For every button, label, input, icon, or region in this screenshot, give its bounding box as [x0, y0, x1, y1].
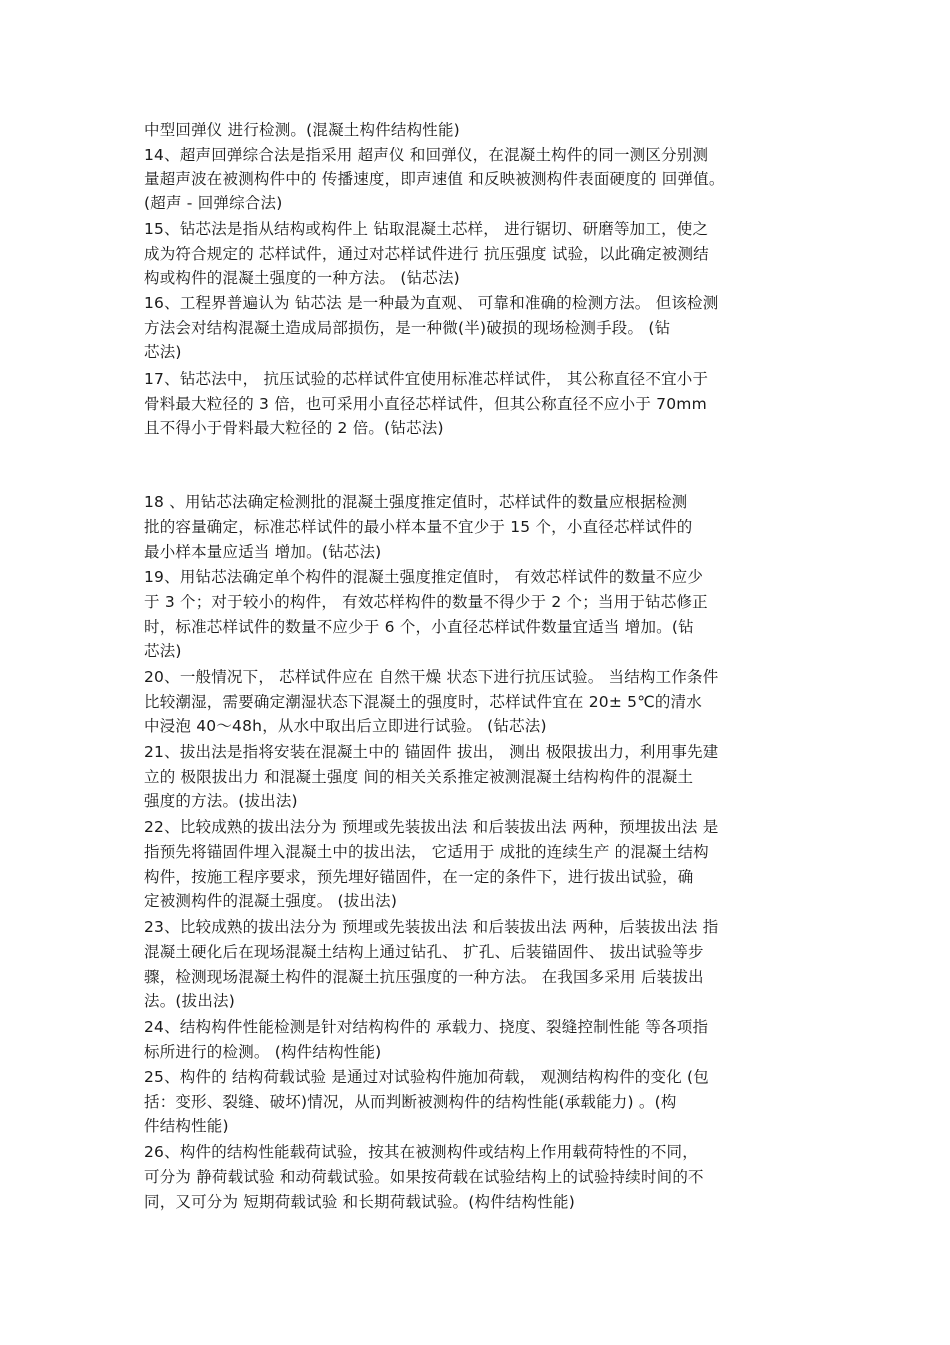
text-line: 同，又可分为 短期荷载试验 和长期荷载试验。(构件结构性能)	[144, 1193, 575, 1211]
text-line: 20、一般情况下， 芯样试件应在 自然干燥 状态下进行抗压试验。 当结构工作条件	[144, 668, 719, 686]
text-line: 26、构件的结构性能载荷试验，按其在被测构件或结构上作用载荷特性的不同，	[144, 1143, 698, 1161]
text-line: 法。(拔出法)	[144, 992, 235, 1010]
text-line: 骤，检测现场混凝土构件的混凝土抗压强度的一种方法。 在我国多采用 后装拔出	[144, 968, 704, 986]
text-line: 骨料最大粒径的 3 倍，也可采用小直径芯样试件，但其公称直径不应小于 70mm	[144, 395, 707, 413]
text-line: 中浸泡 40～48h，从水中取出后立即进行试验。 (钻芯法)	[144, 717, 547, 735]
text-line: 21、拔出法是指将安装在混凝土中的 锚固件 拔出， 测出 极限拔出力，利用事先建	[144, 743, 719, 761]
text-line: 25、构件的 结构荷载试验 是通过对试验构件施加荷载， 观测结构构件的变化 (包	[144, 1068, 709, 1086]
text-line: 可分为 静荷载试验 和动荷载试验。如果按荷载在试验结构上的试验持续时间的不	[144, 1168, 704, 1186]
text-line: (超声 - 回弹综合法)	[144, 194, 283, 212]
text-line: 强度的方法。(拔出法)	[144, 792, 298, 810]
text-line: 于 3 个；对于较小的构件， 有效芯样构件的数量不得少于 2 个；当用于钻芯修正	[144, 593, 708, 611]
text-line: 16、工程界普遍认为 钻芯法 是一种最为直观、 可靠和准确的检测方法。 但该检测	[144, 294, 719, 312]
text-line: 构或构件的混凝土强度的一种方法。 (钻芯法)	[144, 269, 460, 287]
text-line: 18 、用钻芯法确定检测批的混凝土强度推定值时，芯样试件的数量应根据检测	[144, 493, 688, 511]
text-line: 定被测构件的混凝土强度。 (拔出法)	[144, 892, 398, 910]
text-line: 方法会对结构混凝土造成局部损伤，是一种微(半)破损的现场检测手段。 (钻	[144, 319, 671, 337]
text-line: 混凝土硬化后在现场混凝土结构上通过钻孔、 扩孔、后装锚固件、 拔出试验等步	[144, 943, 704, 961]
text-line: 立的 极限拔出力 和混凝土强度 间的相关关系推定被测混凝土结构构件的混凝土	[144, 768, 694, 786]
text-line: 括：变形、裂缝、破坏)情况，从而判断被测构件的结构性能(承载能力) 。(构	[144, 1093, 677, 1111]
text-line: 标所进行的检测。 (构件结构性能)	[144, 1043, 382, 1061]
text-line: 中型回弹仪 进行检测。(混凝土构件结构性能)	[144, 121, 460, 139]
text-line: 22、比较成熟的拔出法分为 预埋或先装拔出法 和后装拔出法 两种，预埋拔出法 是	[144, 818, 719, 836]
text-line: 批的容量确定，标准芯样试件的最小样本量不宜少于 15 个，小直径芯样试件的	[144, 518, 693, 536]
text-line: 件结构性能)	[144, 1117, 229, 1135]
text-line: 最小样本量应适当 增加。(钻芯法)	[144, 543, 382, 561]
text-line: 14、超声回弹综合法是指采用 超声仪 和回弹仪，在混凝土构件的同一测区分别测	[144, 146, 709, 164]
text-line: 芯法)	[144, 343, 182, 361]
text-line: 指预先将锚固件埋入混凝土中的拔出法， 它适用于 成批的连续生产 的混凝土结构	[144, 843, 709, 861]
text-line: 成为符合规定的 芯样试件，通过对芯样试件进行 抗压强度 试验，以此确定被测结	[144, 245, 709, 263]
text-line: 量超声波在被测构件中的 传播速度，即声速值 和反映被测构件表面硬度的 回弹值。	[144, 170, 725, 188]
text-line: 且不得小于骨料最大粒径的 2 倍。(钻芯法)	[144, 419, 444, 437]
text-line: 17、钻芯法中， 抗压试验的芯样试件宜使用标准芯样试件， 其公称直径不宜小于	[144, 370, 709, 388]
text-line: 23、比较成熟的拔出法分为 预埋或先装拔出法 和后装拔出法 两种，后装拔出法 指	[144, 918, 719, 936]
text-line: 时，标准芯样试件的数量不应少于 6 个，小直径芯样试件数量宜适当 增加。(钻	[144, 618, 694, 636]
text-line: 19、用钻芯法确定单个构件的混凝土强度推定值时， 有效芯样试件的数量不应少	[144, 568, 704, 586]
text-line: 比较潮湿，需要确定潮湿状态下混凝土的强度时，芯样试件宜在 20± 5℃的清水	[144, 693, 702, 711]
text-line: 构件，按施工程序要求，预先埋好锚固件，在一定的条件下，进行拔出试验，确	[144, 868, 694, 886]
text-line: 15、钻芯法是指从结构或构件上 钻取混凝土芯样， 进行锯切、研磨等加工，使之	[144, 220, 709, 238]
text-line: 芯法)	[144, 642, 182, 660]
text-line: 24、结构构件性能检测是针对结构构件的 承载力、挠度、裂缝控制性能 等各项指	[144, 1018, 709, 1036]
